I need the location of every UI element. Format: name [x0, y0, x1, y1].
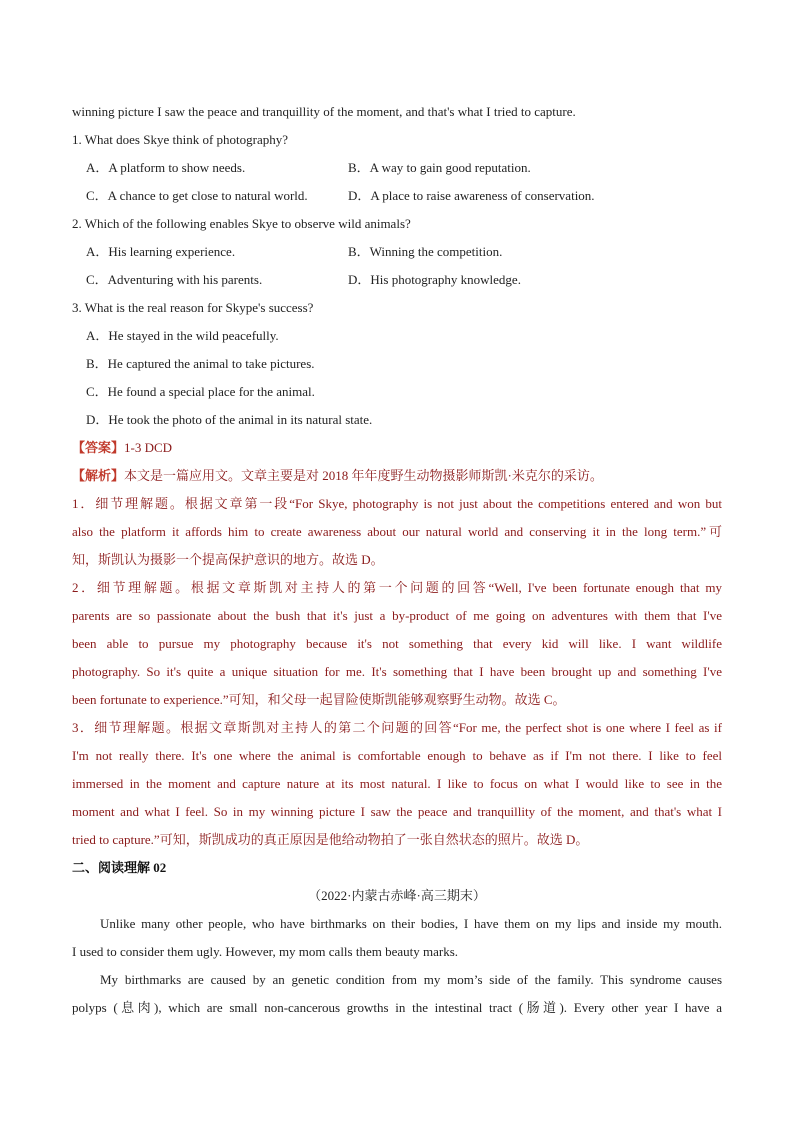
question-1-options-row-2 — [72, 182, 722, 210]
question-3-option-b[interactable]: B．He captured the animal to take pictures. — [86, 356, 315, 371]
question-3-option-c[interactable]: C．He found a special place for the animal. — [86, 384, 315, 399]
answer-text: 1-3 DCD — [124, 440, 173, 455]
passage-paragraph-1 — [72, 910, 722, 966]
analysis-text: 本文是一篇应用文。文章主要是对 2018 年年度野生动物摄影师斯凯·米克尔的采访。 — [124, 468, 603, 483]
passage-line: polyps (息肉), which are small non-cancerous growths in the intestinal tract (肠道). Every other year I have a — [72, 1000, 722, 1015]
analysis-item-1-line: 知，斯凯认为摄影一个提高保护意识的地方。故选 D。 — [72, 552, 384, 567]
question-3-option-d[interactable]: D．He took the photo of the animal in its natural state. — [86, 412, 373, 427]
analysis-tag: 【解析】 — [72, 468, 125, 483]
question-1-stem: 1. What does Skye think of photography? — [72, 132, 289, 147]
question-3-stem: 3. What is the real reason for Skype's success? — [72, 300, 314, 315]
question-2-option-b[interactable]: B．Winning the competition. — [348, 244, 503, 259]
question-1-options-row-1 — [72, 154, 722, 182]
analysis-item-2 — [72, 574, 722, 714]
question-2-options-row-2 — [72, 266, 722, 294]
question-2-stem: 2. Which of the following enables Skye to observe wild animals? — [72, 216, 411, 231]
answer-line — [72, 434, 722, 462]
analysis-item-3 — [72, 714, 722, 854]
analysis-item-1-line: also the platform it affords him to create awareness about our natural world and conserving it in the long term.”可 — [72, 524, 722, 539]
passage-line: My birthmarks are caused by an genetic condition from my mom’s side of the family. This syndrome causes — [100, 972, 722, 987]
analysis-item-3-line: 3．细节理解题。根据文章斯凯对主持人的第二个问题的回答“For me, the perfect shot is one where I feel as if — [72, 720, 722, 735]
answer-tag: 【答案】 — [72, 440, 125, 455]
question-1-option-c[interactable]: C．A chance to get close to natural world. — [86, 188, 308, 203]
analysis-item-3-line: moment and what I feel. So in my winning picture I saw the peace and tranquillity of the moment, and that's what I — [72, 804, 722, 819]
question-1-option-a[interactable]: A．A platform to show needs. — [86, 160, 246, 175]
analysis-item-2-line: photography. So it's quite a unique situation for me. It's something that I have been brought up and something I've — [72, 664, 722, 679]
question-3-option-a[interactable]: A．He stayed in the wild peacefully. — [86, 328, 279, 343]
passage-paragraph-2 — [72, 966, 722, 1022]
question-2-option-d[interactable]: D．His photography knowledge. — [348, 272, 521, 287]
source-line: （2022·内蒙古赤峰·高三期末） — [308, 888, 486, 903]
analysis-item-2-line: parents are so passionate about the bush that it's just a by-product of me going on adventures with them that I've — [72, 608, 722, 623]
question-2-options-row-1 — [72, 238, 722, 266]
question-1-option-b[interactable]: B．A way to gain good reputation. — [348, 160, 531, 175]
intro-line: winning picture I saw the peace and tranquillity of the moment, and that's what I tried to capture. — [72, 104, 576, 119]
analysis-line — [72, 462, 722, 490]
analysis-item-2-line: been able to pursue my photography because it's not something that every kid will like. I want wildlife — [72, 636, 722, 651]
analysis-item-2-line: 2．细节理解题。根据文章斯凯对主持人的第一个问题的回答“Well, I've been fortunate enough that my — [72, 580, 722, 595]
question-1-option-d[interactable]: D．A place to raise awareness of conservation. — [348, 188, 595, 203]
analysis-item-1-line: 1．细节理解题。根据文章第一段“For Skye, photography is not just about the competitions entered and won but — [72, 496, 722, 511]
analysis-item-3-line: tried to capture.”可知，斯凯成功的真正原因是他给动物拍了一张自然状态的照片。故选 D。 — [72, 832, 589, 847]
passage-line: Unlike many other people, who have birthmarks on their bodies, I have them on my lips and inside my mouth. — [100, 916, 722, 931]
analysis-item-1 — [72, 490, 722, 574]
passage-line: I used to consider them ugly. However, my mom calls them beauty marks. — [72, 944, 459, 959]
analysis-item-3-line: I'm not really there. It's one where the animal is comfortable enough to behave as if I'm not there. I like to feel — [72, 748, 722, 763]
question-2-option-a[interactable]: A．His learning experience. — [86, 244, 236, 259]
document-page — [72, 98, 722, 1022]
analysis-item-2-line: been fortunate to experience.”可知，和父母一起冒险使斯凯能够观察野生动物。故选 C。 — [72, 692, 566, 707]
section-title: 二、阅读理解 02 — [72, 860, 167, 875]
question-2-option-c[interactable]: C．Adventuring with his parents. — [86, 272, 263, 287]
analysis-item-3-line: immersed in the moment and capture nature at its most natural. I like to focus on what I would like to see in the — [72, 776, 722, 791]
